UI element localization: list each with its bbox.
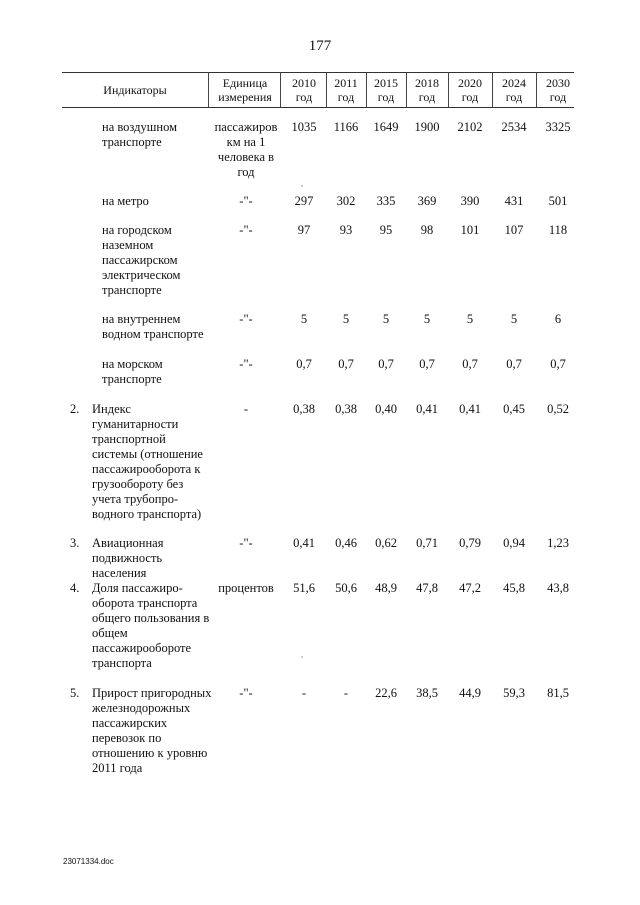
header-year: 2030 год <box>546 76 570 104</box>
table-cell: 5 <box>300 312 308 326</box>
table-row-unit: -"- <box>239 223 253 237</box>
table-cell: 431 <box>504 194 524 208</box>
table-row-label: Авиационная подвижность населения <box>92 536 164 580</box>
table-cell: 43,8 <box>547 581 569 595</box>
table-cell: 390 <box>460 194 480 208</box>
table-cell: - <box>343 686 349 700</box>
table-cell: 1166 <box>333 120 359 134</box>
table-row-label: Прирост пригородных железнодорожных пассажирских перевозок по отношению к уровню 2011 года <box>92 686 212 775</box>
page-number: 177 <box>308 38 332 54</box>
table-cell: 2102 <box>457 120 483 134</box>
table-cell: 0,46 <box>335 536 357 550</box>
table-cell: 0,7 <box>506 357 522 371</box>
table-cell: 0,45 <box>503 402 525 416</box>
table-row-label: на городском наземном пассажирском электрическом транспорте <box>102 223 181 297</box>
table-cell: 81,5 <box>547 686 569 700</box>
table-cell: 6 <box>554 312 562 326</box>
table-row-unit: -"- <box>239 686 253 700</box>
table-cell: 51,6 <box>293 581 315 595</box>
table-row-label: Доля пассажиро-оборота транспорта общего пользования в общем пассажирообороте транспорта <box>92 581 210 670</box>
table-cell: 1,23 <box>547 536 569 550</box>
table-cell: 5 <box>382 312 390 326</box>
table-row-label: на воздушном транспорте <box>102 120 177 149</box>
table-row-unit: - <box>243 402 249 416</box>
header-divider <box>280 72 281 107</box>
table-cell: 1649 <box>373 120 399 134</box>
table-cell: 0,7 <box>378 357 394 371</box>
table-cell: 369 <box>417 194 437 208</box>
table-cell: 5 <box>342 312 350 326</box>
table-cell: 118 <box>548 223 568 237</box>
table-cell: 0,40 <box>375 402 397 416</box>
table-row-label: на метро <box>102 194 149 208</box>
table-cell: 0,52 <box>547 402 569 416</box>
scan-speck <box>301 656 303 658</box>
table-row-label: на внутреннем водном транспорте <box>102 312 204 341</box>
table-row-label: на морском транспорте <box>102 357 163 386</box>
table-cell: 48,9 <box>375 581 397 595</box>
header-year: 2018 год <box>415 76 439 104</box>
table-cell: 302 <box>336 194 356 208</box>
header-indicator: Индикаторы <box>103 83 167 97</box>
table-header-rule <box>62 107 574 108</box>
table-cell: 335 <box>376 194 396 208</box>
table-top-rule <box>62 72 574 73</box>
table-cell: 0,38 <box>335 402 357 416</box>
scan-speck <box>301 185 303 187</box>
header-unit: Единица измерения <box>218 76 272 104</box>
table-cell: 0,7 <box>462 357 478 371</box>
table-cell: 0,41 <box>416 402 438 416</box>
table-cell: 59,3 <box>503 686 525 700</box>
table-cell: 107 <box>504 223 524 237</box>
table-row-unit: пассажиров км на 1 человека в год <box>214 120 278 179</box>
table-cell: - <box>301 686 307 700</box>
table-cell: 38,5 <box>416 686 438 700</box>
table-cell: 93 <box>339 223 353 237</box>
table-cell: 0,71 <box>416 536 438 550</box>
table-row-unit: -"- <box>239 357 253 371</box>
header-year: 2020 год <box>458 76 482 104</box>
table-cell: 0,41 <box>293 536 315 550</box>
table-cell: 3325 <box>545 120 571 134</box>
table-cell: 22,6 <box>375 686 397 700</box>
table-row-number: 4. <box>70 581 80 595</box>
footer-filename: 23071334.doc <box>63 857 114 866</box>
table-row-unit: -"- <box>239 536 253 550</box>
table-cell: 47,8 <box>416 581 438 595</box>
table-cell: 0,7 <box>338 357 354 371</box>
table-row-number: 5. <box>70 686 80 700</box>
table-cell: 0,41 <box>459 402 481 416</box>
header-divider <box>208 72 209 107</box>
table-cell: 5 <box>466 312 474 326</box>
table-cell: 101 <box>460 223 480 237</box>
table-cell: 95 <box>379 223 393 237</box>
table-cell: 0,79 <box>459 536 481 550</box>
table-cell: 5 <box>423 312 431 326</box>
table-cell: 0,7 <box>550 357 566 371</box>
table-cell: 45,8 <box>503 581 525 595</box>
table-row-number: 2. <box>70 402 80 416</box>
header-year: 2010 год <box>292 76 316 104</box>
table-cell: 0,7 <box>419 357 435 371</box>
table-cell: 0,7 <box>296 357 312 371</box>
header-year: 2011 год <box>334 76 358 104</box>
table-cell: 0,38 <box>293 402 315 416</box>
header-year: 2024 год <box>502 76 526 104</box>
table-row-label: Индекс гуманитарности транспортной системы (отношение пассажирооборота к грузообороту без учета трубопро-водного транспорта) <box>92 402 203 521</box>
table-cell: 501 <box>548 194 568 208</box>
table-row-number: 3. <box>70 536 80 550</box>
table-cell: 44,9 <box>459 686 481 700</box>
table-cell: 1900 <box>414 120 440 134</box>
table-cell: 2534 <box>501 120 527 134</box>
table-row-unit: -"- <box>239 194 253 208</box>
table-cell: 0,62 <box>375 536 397 550</box>
header-year: 2015 год <box>374 76 398 104</box>
table-cell: 1035 <box>291 120 317 134</box>
table-cell: 0,94 <box>503 536 525 550</box>
table-cell: 47,2 <box>459 581 481 595</box>
table-cell: 297 <box>294 194 314 208</box>
table-cell: 50,6 <box>335 581 357 595</box>
table-cell: 97 <box>297 223 311 237</box>
table-row-unit: процентов <box>218 581 274 595</box>
table-cell: 5 <box>510 312 518 326</box>
table-row-unit: -"- <box>239 312 253 326</box>
table-cell: 98 <box>420 223 434 237</box>
